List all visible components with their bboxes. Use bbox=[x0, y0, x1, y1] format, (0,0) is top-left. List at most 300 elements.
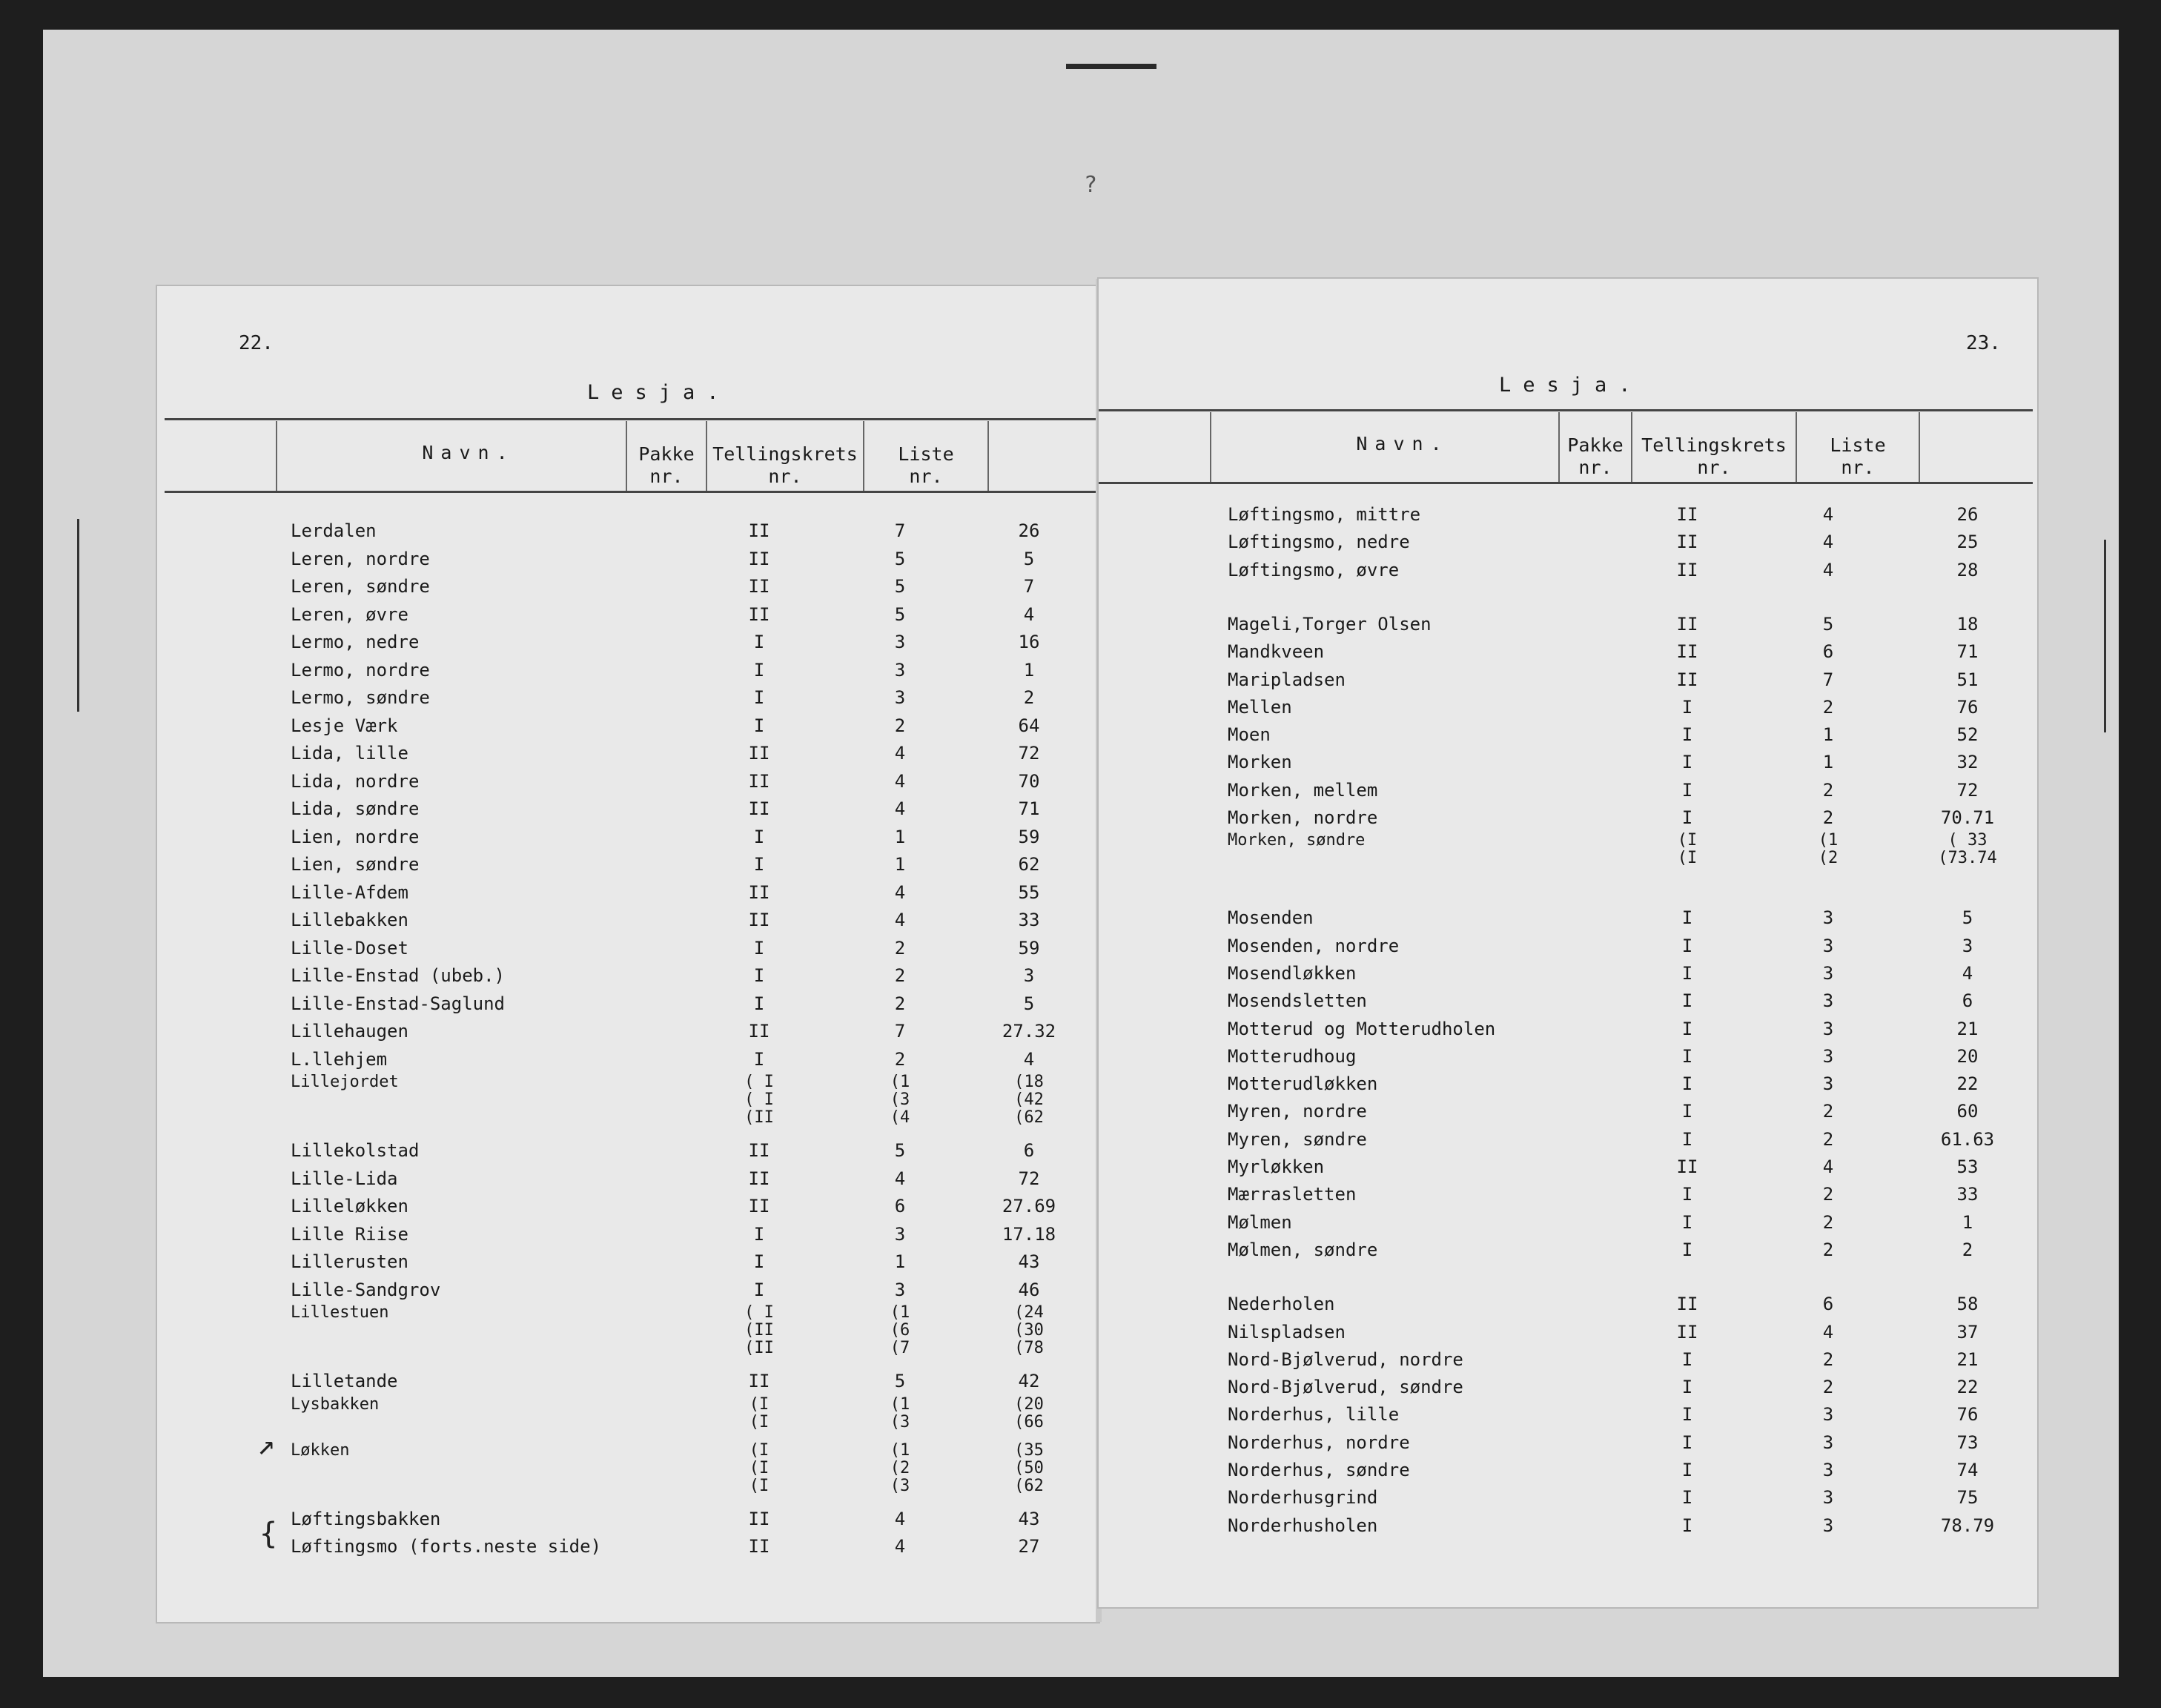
row-krets: (1 (2 bbox=[1818, 831, 1839, 868]
header-pakke-line1: Pakke bbox=[1567, 434, 1624, 456]
table-row bbox=[1228, 1484, 2028, 1511]
row-krets: 4 bbox=[1822, 559, 1834, 580]
row-name: Mærrasletten bbox=[1228, 1184, 1357, 1205]
header-pakke-left bbox=[627, 443, 706, 488]
row-liste: 6 bbox=[1023, 1140, 1035, 1161]
row-pakke: I bbox=[1681, 1128, 1693, 1150]
row-name: Nilspladsen bbox=[1228, 1321, 1346, 1343]
row-liste: (18 (42 (62 bbox=[1014, 1073, 1044, 1127]
row-pakke: I bbox=[753, 659, 765, 681]
brace-mark: { bbox=[259, 1517, 278, 1551]
row-pakke: I bbox=[753, 687, 765, 708]
row-name: Motterud og Motterudholen bbox=[1228, 1018, 1496, 1039]
row-pakke: I bbox=[753, 1048, 765, 1070]
row-krets: 7 bbox=[894, 1021, 906, 1042]
row-name: Lida, lille bbox=[291, 743, 408, 764]
row-pakke: II bbox=[748, 1168, 770, 1189]
row-name: Lille-Doset bbox=[291, 937, 408, 959]
row-name: Lermo, nedre bbox=[291, 632, 420, 652]
row-name: Løftingsmo, øvre bbox=[1228, 559, 1400, 580]
row-krets: (1 (3 (4 bbox=[890, 1073, 910, 1127]
table-row bbox=[291, 1533, 1091, 1560]
row-liste: 76 bbox=[1956, 1404, 1979, 1426]
table-row bbox=[291, 573, 1091, 600]
table-row bbox=[291, 1165, 1091, 1192]
row-name: Lille-Enstad-Saglund bbox=[291, 993, 505, 1014]
row-name: Morken, søndre bbox=[1228, 831, 1366, 850]
row-liste: 71 bbox=[1018, 798, 1040, 819]
row-krets: 5 bbox=[894, 576, 906, 597]
row-liste: 58 bbox=[1956, 1294, 1979, 1315]
row-pakke: I bbox=[1681, 1045, 1693, 1067]
row-pakke: II bbox=[748, 770, 770, 792]
row-krets: 4 bbox=[894, 770, 906, 792]
row-krets: 2 bbox=[894, 993, 906, 1014]
table-row bbox=[1228, 933, 2028, 959]
row-pakke: I bbox=[1681, 1460, 1693, 1480]
table-row bbox=[291, 657, 1091, 683]
row-liste: 43 bbox=[1018, 1508, 1040, 1529]
row-pakke: I bbox=[1681, 724, 1693, 746]
table-row bbox=[1228, 987, 2028, 1014]
row-liste: 18 bbox=[1956, 613, 1979, 635]
row-liste: 1 bbox=[1023, 659, 1035, 681]
row-pakke: II bbox=[1676, 669, 1698, 690]
row-liste: 26 bbox=[1956, 504, 1979, 525]
row-pakke: I bbox=[753, 965, 765, 986]
row-liste: 70.71 bbox=[1940, 807, 1995, 828]
header-liste-line2: nr. bbox=[909, 466, 943, 487]
row-pakke: ( I ( I (II bbox=[744, 1073, 774, 1127]
row-name: Lien, søndre bbox=[291, 854, 420, 875]
table-row bbox=[291, 1506, 1091, 1532]
table-row bbox=[291, 768, 1091, 795]
row-krets: 3 bbox=[1822, 1487, 1834, 1509]
row-krets: 4 bbox=[894, 1508, 906, 1529]
table-row bbox=[291, 1303, 1091, 1357]
table-row bbox=[1228, 1016, 2028, 1042]
row-pakke: II bbox=[748, 1140, 770, 1161]
table-row bbox=[291, 935, 1091, 961]
row-pakke: I bbox=[1681, 1404, 1693, 1426]
row-pakke: I bbox=[1681, 1348, 1693, 1370]
row-liste: 61.63 bbox=[1940, 1128, 1995, 1150]
row-liste: 74 bbox=[1956, 1460, 1979, 1480]
row-name: Nederholen bbox=[1228, 1294, 1335, 1315]
table-row bbox=[291, 1073, 1091, 1127]
row-name: Løftingsmo (forts.neste side) bbox=[291, 1536, 602, 1557]
row-liste: ( 33 (73.74 bbox=[1938, 831, 1997, 868]
row-krets: 3 bbox=[1822, 1404, 1834, 1426]
table-row bbox=[1228, 1374, 2028, 1400]
header-krets-line2: nr. bbox=[1697, 457, 1731, 478]
row-pakke: ( I (II (II bbox=[744, 1303, 774, 1357]
row-name: Norderhus, søndre bbox=[1228, 1460, 1410, 1480]
row-krets: 3 bbox=[894, 659, 906, 681]
row-krets: 6 bbox=[894, 1196, 906, 1217]
row-pakke: I bbox=[1681, 779, 1693, 801]
row-liste: 27.32 bbox=[1002, 1021, 1056, 1042]
row-name: Løkken bbox=[291, 1440, 350, 1460]
row-name: Lillejordet bbox=[291, 1073, 399, 1091]
row-liste: 5 bbox=[1023, 993, 1035, 1014]
table-row bbox=[291, 740, 1091, 767]
row-pakke: II bbox=[748, 881, 770, 903]
row-name: Mosendsletten bbox=[1228, 990, 1367, 1012]
row-pakke: I bbox=[753, 1251, 765, 1272]
row-pakke: I bbox=[1681, 935, 1693, 956]
row-liste: 17.18 bbox=[1002, 1223, 1056, 1245]
header-liste-line1: Liste bbox=[1830, 434, 1886, 456]
row-krets: 5 bbox=[894, 1140, 906, 1161]
row-krets: 5 bbox=[894, 1371, 906, 1391]
table-row bbox=[291, 879, 1091, 906]
row-liste: 16 bbox=[1018, 632, 1040, 652]
row-liste: 27 bbox=[1018, 1536, 1040, 1557]
margin-mark bbox=[77, 519, 79, 712]
table-row bbox=[291, 712, 1091, 739]
header-rule-bottom bbox=[1099, 482, 2033, 484]
row-liste: 53 bbox=[1956, 1156, 1979, 1177]
table-row bbox=[1228, 1429, 2028, 1456]
row-liste: 72 bbox=[1018, 1168, 1040, 1189]
row-liste: 22 bbox=[1956, 1073, 1979, 1095]
row-liste: (35 (50 (62 bbox=[1014, 1440, 1044, 1495]
table-row bbox=[1228, 1153, 2028, 1180]
row-liste: 26 bbox=[1018, 520, 1040, 541]
row-liste: 5 bbox=[1962, 907, 1973, 929]
row-pakke: I bbox=[1681, 1515, 1693, 1536]
row-krets: 5 bbox=[1822, 613, 1834, 635]
row-krets: 3 bbox=[1822, 907, 1834, 929]
row-name: Løftingsbakken bbox=[291, 1508, 441, 1529]
row-pakke: I bbox=[1681, 1431, 1693, 1453]
row-liste: 4 bbox=[1962, 962, 1973, 984]
table-row bbox=[1228, 777, 2028, 804]
table-row bbox=[291, 1221, 1091, 1248]
header-liste-left bbox=[864, 443, 987, 488]
row-liste: 52 bbox=[1956, 724, 1979, 746]
row-liste: 37 bbox=[1956, 1321, 1979, 1343]
row-pakke: II bbox=[1676, 1156, 1698, 1177]
row-name: Nord-Bjølverud, søndre bbox=[1228, 1377, 1463, 1398]
row-liste: 32 bbox=[1956, 752, 1979, 773]
table-row bbox=[1228, 1512, 2028, 1539]
table-row bbox=[291, 824, 1091, 850]
row-name: Nord-Bjølverud, nordre bbox=[1228, 1348, 1463, 1370]
row-pakke: I bbox=[753, 1279, 765, 1300]
row-liste: 70 bbox=[1018, 770, 1040, 792]
left-page bbox=[157, 286, 1099, 1622]
header-name-left: Navn. bbox=[422, 442, 515, 463]
top-ink-mark bbox=[1066, 64, 1156, 69]
table-row bbox=[291, 851, 1091, 878]
row-name: Mosendløkken bbox=[1228, 962, 1357, 984]
row-name: Lermo, nordre bbox=[291, 659, 430, 681]
table-row bbox=[1228, 1181, 2028, 1208]
row-name: Lillekolstad bbox=[291, 1140, 420, 1161]
row-krets: (1 (6 (7 bbox=[890, 1303, 910, 1357]
row-krets: 4 bbox=[1822, 532, 1834, 553]
row-liste: 2 bbox=[1023, 687, 1035, 708]
table-row bbox=[1228, 1401, 2028, 1428]
row-pakke: I bbox=[753, 1223, 765, 1245]
row-pakke: I bbox=[1681, 807, 1693, 828]
row-pakke: I bbox=[1681, 907, 1693, 929]
row-liste: 1 bbox=[1962, 1211, 1973, 1233]
row-krets: 3 bbox=[1822, 962, 1834, 984]
row-pakke: II bbox=[748, 798, 770, 819]
row-krets: 2 bbox=[894, 715, 906, 736]
row-liste: 3 bbox=[1962, 935, 1973, 956]
table-row bbox=[1228, 804, 2028, 831]
table-row bbox=[291, 601, 1091, 628]
row-name: Moen bbox=[1228, 724, 1271, 746]
row-name: Lille-Enstad (ubeb.) bbox=[291, 965, 505, 986]
row-krets: 1 bbox=[1822, 724, 1834, 746]
row-pakke: I bbox=[1681, 962, 1693, 984]
row-krets: 2 bbox=[1822, 1348, 1834, 1370]
row-pakke: I bbox=[753, 854, 765, 875]
row-pakke: II bbox=[1676, 613, 1698, 635]
row-name: Norderhusgrind bbox=[1228, 1487, 1378, 1509]
row-krets: 2 bbox=[1822, 779, 1834, 801]
table-row bbox=[291, 962, 1091, 989]
table-row bbox=[1228, 611, 2028, 638]
page-number-left: 22. bbox=[239, 332, 274, 354]
header-pakke-line2: nr. bbox=[649, 466, 684, 487]
row-liste: 5 bbox=[1023, 548, 1035, 569]
table-row bbox=[291, 1248, 1091, 1275]
row-krets: 4 bbox=[894, 798, 906, 819]
table-row bbox=[1228, 666, 2028, 693]
row-pakke: II bbox=[1676, 1321, 1698, 1343]
row-liste: 2 bbox=[1962, 1239, 1973, 1260]
table-row bbox=[1228, 831, 2028, 868]
row-name: Lilleløkken bbox=[291, 1196, 408, 1217]
row-krets: 4 bbox=[894, 743, 906, 764]
row-krets: 1 bbox=[894, 826, 906, 847]
question-mark: ? bbox=[1084, 172, 1098, 198]
page-number-right: 23. bbox=[1966, 332, 2001, 354]
table-row bbox=[1228, 1319, 2028, 1345]
row-name: Myrløkken bbox=[1228, 1156, 1325, 1177]
table-row bbox=[291, 1193, 1091, 1219]
table-row bbox=[1228, 960, 2028, 987]
row-liste: 51 bbox=[1956, 669, 1979, 690]
row-krets: (1 (2 (3 bbox=[890, 1440, 910, 1495]
table-row bbox=[1228, 557, 2028, 583]
row-pakke: I bbox=[753, 826, 765, 847]
header-liste-right bbox=[1797, 434, 1919, 479]
table-row bbox=[291, 1277, 1091, 1303]
row-krets: 6 bbox=[1822, 641, 1834, 663]
row-name: Løftingsmo, nedre bbox=[1228, 532, 1410, 553]
row-pakke: I bbox=[1681, 1487, 1693, 1509]
row-krets: 5 bbox=[894, 603, 906, 625]
row-name: Morken, mellem bbox=[1228, 779, 1378, 801]
row-liste: 46 bbox=[1018, 1279, 1040, 1300]
row-pakke: I bbox=[1681, 696, 1693, 718]
row-liste: 78.79 bbox=[1940, 1515, 1995, 1536]
row-krets: 3 bbox=[1822, 1431, 1834, 1453]
row-name: Lermo, søndre bbox=[291, 687, 430, 708]
table-row bbox=[1228, 1237, 2028, 1263]
row-pakke: (I (I bbox=[1677, 831, 1698, 868]
row-krets: 6 bbox=[1822, 1294, 1834, 1315]
row-name: Lillebakken bbox=[291, 910, 408, 930]
row-pakke: II bbox=[748, 520, 770, 541]
row-krets: 2 bbox=[894, 937, 906, 959]
row-pakke: II bbox=[748, 1536, 770, 1557]
right-page bbox=[1099, 279, 2037, 1607]
row-liste: 72 bbox=[1956, 779, 1979, 801]
row-krets: 4 bbox=[1822, 1321, 1834, 1343]
table-row bbox=[291, 795, 1091, 822]
row-name: Lerdalen bbox=[291, 520, 377, 541]
row-name: Leren, søndre bbox=[291, 576, 430, 597]
row-liste: 55 bbox=[1018, 881, 1040, 903]
row-name: Maripladsen bbox=[1228, 669, 1346, 690]
row-krets: 3 bbox=[1822, 1460, 1834, 1480]
row-name: Lillerusten bbox=[291, 1251, 408, 1272]
header-pakke-line1: Pakke bbox=[638, 443, 695, 465]
row-name: Mellen bbox=[1228, 696, 1292, 718]
table-row bbox=[291, 546, 1091, 572]
table-row bbox=[1228, 1098, 2028, 1125]
row-name: Morken, nordre bbox=[1228, 807, 1378, 828]
row-pakke: II bbox=[748, 1508, 770, 1529]
row-liste: 3 bbox=[1023, 965, 1035, 986]
row-pakke: II bbox=[748, 576, 770, 597]
row-pakke: II bbox=[1676, 1294, 1698, 1315]
table-row bbox=[1228, 529, 2028, 555]
row-pakke: I bbox=[1681, 1377, 1693, 1398]
row-krets: 3 bbox=[1822, 1045, 1834, 1067]
row-liste: 71 bbox=[1956, 641, 1979, 663]
row-krets: 2 bbox=[1822, 1377, 1834, 1398]
row-krets: 3 bbox=[1822, 1018, 1834, 1039]
row-krets: 3 bbox=[1822, 1073, 1834, 1095]
row-pakke: II bbox=[748, 743, 770, 764]
row-pakke: II bbox=[748, 1021, 770, 1042]
table-row bbox=[291, 1018, 1091, 1045]
col-divider bbox=[1919, 412, 1920, 482]
row-krets: (1 (3 bbox=[890, 1394, 910, 1431]
col-divider bbox=[1210, 412, 1211, 482]
table-row bbox=[291, 990, 1091, 1017]
row-pakke: I bbox=[1681, 1239, 1693, 1260]
col-divider bbox=[276, 421, 277, 491]
row-krets: 3 bbox=[894, 1279, 906, 1300]
row-name: Lida, søndre bbox=[291, 798, 420, 819]
row-krets: 3 bbox=[1822, 1515, 1834, 1536]
table-row bbox=[1228, 638, 2028, 665]
row-name: Myren, søndre bbox=[1228, 1128, 1367, 1150]
row-name: Norderhus, nordre bbox=[1228, 1431, 1410, 1453]
table-row bbox=[1228, 1126, 2028, 1153]
row-liste: 4 bbox=[1023, 603, 1035, 625]
row-krets: 2 bbox=[1822, 1101, 1834, 1122]
row-liste: 72 bbox=[1018, 743, 1040, 764]
table-row bbox=[1228, 501, 2028, 528]
row-name: Mosenden, nordre bbox=[1228, 935, 1400, 956]
table-row bbox=[291, 629, 1091, 655]
row-krets: 2 bbox=[1822, 807, 1834, 828]
row-name: Lesje Værk bbox=[291, 715, 398, 736]
header-rule-bottom bbox=[165, 491, 1099, 493]
row-liste: 62 bbox=[1018, 854, 1040, 875]
row-liste: 20 bbox=[1956, 1045, 1979, 1067]
row-pakke: II bbox=[1676, 559, 1698, 580]
row-krets: 1 bbox=[1822, 752, 1834, 773]
row-krets: 4 bbox=[1822, 504, 1834, 525]
table-row bbox=[291, 1440, 1091, 1495]
table-row bbox=[1228, 1457, 2028, 1483]
row-liste: 33 bbox=[1018, 910, 1040, 930]
row-liste: 4 bbox=[1023, 1048, 1035, 1070]
row-liste: (20 (66 bbox=[1014, 1394, 1044, 1431]
table-row bbox=[1228, 1346, 2028, 1373]
row-krets: 1 bbox=[894, 1251, 906, 1272]
row-krets: 1 bbox=[894, 854, 906, 875]
row-name: Mosenden bbox=[1228, 907, 1314, 929]
row-krets: 2 bbox=[1822, 1239, 1834, 1260]
header-krets-line1: Tellingskrets bbox=[1641, 434, 1787, 456]
header-krets-line2: nr. bbox=[768, 466, 802, 487]
row-name: Lille Riise bbox=[291, 1223, 408, 1245]
row-name: Leren, nordre bbox=[291, 548, 430, 569]
table-row bbox=[291, 1394, 1091, 1431]
header-pakke-line2: nr. bbox=[1578, 457, 1612, 478]
header-rule-top bbox=[165, 418, 1099, 420]
col-divider bbox=[987, 421, 989, 491]
header-pakke-right bbox=[1560, 434, 1631, 479]
row-krets: 2 bbox=[894, 965, 906, 986]
row-liste: 75 bbox=[1956, 1487, 1979, 1509]
row-name: Lysbakken bbox=[291, 1394, 380, 1414]
row-liste: 33 bbox=[1956, 1184, 1979, 1205]
row-krets: 4 bbox=[1822, 1156, 1834, 1177]
row-pakke: I bbox=[1681, 1184, 1693, 1205]
table-row bbox=[291, 1137, 1091, 1164]
row-liste: 76 bbox=[1956, 696, 1979, 718]
row-name: Norderhusholen bbox=[1228, 1515, 1378, 1536]
row-pakke: I bbox=[753, 993, 765, 1014]
row-krets: 4 bbox=[894, 910, 906, 930]
row-name: Lillestuen bbox=[291, 1303, 389, 1322]
row-name: Motterudløkken bbox=[1228, 1073, 1378, 1095]
row-name: Norderhus, lille bbox=[1228, 1404, 1400, 1426]
row-krets: 4 bbox=[894, 1168, 906, 1189]
row-pakke: I bbox=[1681, 1018, 1693, 1039]
row-liste: 22 bbox=[1956, 1377, 1979, 1398]
row-liste: 21 bbox=[1956, 1348, 1979, 1370]
table-row bbox=[291, 907, 1091, 933]
table-row bbox=[1228, 904, 2028, 931]
row-liste: 60 bbox=[1956, 1101, 1979, 1122]
row-name: Lillehaugen bbox=[291, 1021, 408, 1042]
header-rule-top bbox=[1099, 409, 2033, 411]
row-liste: 43 bbox=[1018, 1251, 1040, 1272]
row-krets: 4 bbox=[894, 1536, 906, 1557]
table-row bbox=[1228, 1291, 2028, 1317]
row-pakke: I bbox=[1681, 990, 1693, 1012]
table-row bbox=[1228, 721, 2028, 748]
row-krets: 2 bbox=[894, 1048, 906, 1070]
row-pakke: II bbox=[748, 1371, 770, 1391]
brace-mark: ↗ bbox=[257, 1428, 276, 1462]
